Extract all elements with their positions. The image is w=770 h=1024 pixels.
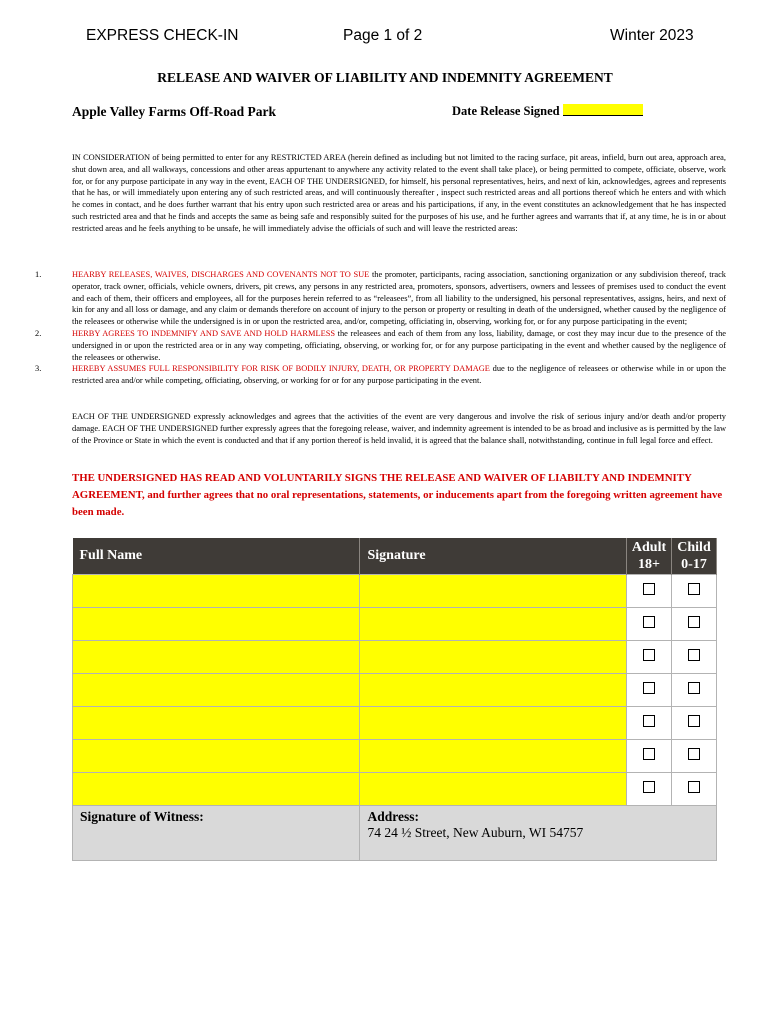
child-checkbox[interactable] [688,616,700,628]
adult-checkbox[interactable] [643,649,655,661]
child-checkbox[interactable] [688,583,700,595]
adult-age-range: 18+ [638,557,660,572]
full-name-field[interactable] [73,641,360,674]
adult-checkbox[interactable] [643,748,655,760]
header-season: Winter 2023 [610,27,694,44]
park-name: Apple Valley Farms Off-Road Park [72,104,276,119]
adult-checkbox-cell [627,674,672,707]
child-label: Child [677,540,711,555]
adult-checkbox[interactable] [643,715,655,727]
header-left: EXPRESS CHECK-IN [86,27,239,44]
term-heading: HEREBY ASSUMES FULL RESPONSIBILITY FOR RISK OF BODILY INJURY, DEATH, OR PROPERTY DAMAGE [72,364,490,374]
term-text: the releasees and each of them from any loss, liability, damage, or cost they may incur due to the presence of the undersigned in or upon the restricted area or in any way competing, officiating, observing, or working for, or for any purpose participating in the event and whether caused by the negligence of the releasees or otherwise. [72,328,726,362]
child-checkbox-cell [672,674,717,707]
acknowledgement-paragraph: EACH OF THE UNDERSIGNED expressly acknowledges and agrees that the activities of the event are very dangerous and involve the risk of serious injury and/or death and/or property damage. EACH OF THE UNDERSIGNED further expressly agrees that the foregoing release, waiver, and indemnity agreement is intended to be as broad and inclusive as is permitted by the law of the Province or State in which the event is conducted and that if any portion thereof is held invalid, it is agreed that the balance shall, notwithstanding, continue in full legal force and effect. [72,412,726,445]
release-term-1 [35,269,726,328]
child-checkbox-cell [672,707,717,740]
signature-field[interactable] [360,575,627,608]
full-name-field[interactable] [73,674,360,707]
release-terms-list [35,269,726,387]
full-name-field[interactable] [73,740,360,773]
table-row [73,575,717,608]
date-release-field[interactable] [563,104,643,116]
adult-checkbox[interactable] [643,583,655,595]
signature-field[interactable] [360,773,627,806]
full-name-column-header: Full Name [73,538,360,575]
child-age-range: 0-17 [681,557,707,572]
table-row [73,707,717,740]
adult-checkbox-cell [627,575,672,608]
child-checkbox[interactable] [688,715,700,727]
adult-checkbox-cell [627,641,672,674]
full-name-field[interactable] [73,773,360,806]
child-checkbox-cell [672,641,717,674]
child-checkbox[interactable] [688,748,700,760]
address-cell [360,806,717,861]
adult-checkbox[interactable] [643,781,655,793]
child-checkbox[interactable] [688,682,700,694]
adult-column-header [627,538,672,575]
full-name-field[interactable] [73,575,360,608]
adult-checkbox-cell [627,773,672,806]
release-term-2 [35,328,726,363]
child-checkbox-cell [672,608,717,641]
term-heading: HERBY AGREES TO INDEMNIFY AND SAVE AND HOLD HARMLESS [72,328,336,338]
adult-checkbox-cell [627,740,672,773]
adult-checkbox-cell [627,608,672,641]
voluntary-sign-statement: THE UNDERSIGNED HAS READ AND VOLUNTARILY SIGNS THE RELEASE AND WAIVER OF LIABILTY AND INDEMNITY AGREEMENT, and further agrees that no oral representations, statements, or inducements apart from the foregoing written agreement have been made. [72,472,723,518]
table-row [73,641,717,674]
table-row [73,674,717,707]
signature-table-header [73,538,717,575]
adult-label: Adult [631,540,667,555]
child-column-header [672,538,717,575]
adult-checkbox[interactable] [643,682,655,694]
address-value: 74 24 ½ Street, New Auburn, WI 54757 [367,825,584,840]
signature-table [72,538,717,861]
intro-paragraph: IN CONSIDERATION of being permitted to enter for any RESTRICTED AREA (herein defined as including but not limited to the racing surface, pit areas, infield, burn out area, approach area, shut down area, and all walkways, concessions and other areas appurtenant to anywhere any activity related to the event shall take place), or being permitted to compete, officiate, observe, work for, or for any purpose participate in any way in the event, EACH OF THE UNDERSIGNED, for himself, his personal representatives, heirs, and next of kin, acknowledges, agrees and represents that he has, or will immediately upon entering any of such restricted areas, and will continuously thereafter , inspect such restricted areas and all portions thereof which he enters and with which he comes in contact, and he does further warrant that his entry upon such restricted area or areas and his participations, if any, in the event constitutes an acknowledgement that he has inspected such restricted area and that he finds and accepts the same as being safe and responsibly suited for the purposes of his use, and he further agrees and warrants that if, at any time, he is in or about restricted areas and he feels anything to be unsafe, he will immediately advise the officials of such and will leave the restricted areas: [72,153,726,233]
witness-row [73,806,717,861]
table-row [73,740,717,773]
signature-field[interactable] [360,707,627,740]
child-checkbox-cell [672,740,717,773]
full-name-field[interactable] [73,608,360,641]
child-checkbox[interactable] [688,649,700,661]
full-name-field[interactable] [73,707,360,740]
date-release-label: Date Release Signed [452,104,560,118]
term-number: 1. [35,270,42,279]
header-page-number: Page 1 of 2 [343,27,423,44]
term-text: due to the negligence of releasees or otherwise while in or upon the restricted area and/or while competing, officiating, observing, or working for or for any purpose participating in the event. [72,364,726,386]
term-heading: HEARBY RELEASES, WAIVES, DISCHARGES AND COVENANTS NOT TO SUE [72,270,370,279]
witness-signature-cell[interactable] [73,806,360,861]
term-number: 3. [35,364,42,374]
signature-field[interactable] [360,740,627,773]
signature-field[interactable] [360,641,627,674]
release-term-3 [35,363,726,387]
address-label: Address: [367,809,419,824]
signature-column-header: Signature [360,538,627,575]
child-checkbox[interactable] [688,781,700,793]
table-row [73,608,717,641]
term-number: 2. [35,328,42,338]
signature-field[interactable] [360,674,627,707]
signature-field[interactable] [360,608,627,641]
table-row [73,773,717,806]
document-title: RELEASE AND WAIVER OF LIABILITY AND INDEMNITY AGREEMENT [157,70,613,85]
witness-label: Signature of Witness: [80,809,204,824]
term-text: the promoter, participants, racing association, sanctioning organization or any subdivision thereof, track operator, track owner, officials, vehicle owners, drivers, pit crews, any persons in any restricted area, promoters, sponsors, advertisers, owners and lessees of premises used to conduct the event and each of them, their officers and employees, all for the purposes herein referred to as “releasees”, from all liability to the undersigned, his personal representatives, assigns, heirs, and next of kin for any and all loss or damage, and any claim or demands therefore on account of injury to the person or property or resulting in death of the undersigned, whether caused by the negligence of the releasees or otherwise while the undersigned is in or upon the restricted area, and/or, competing, officiating in, observing, working for, or for any purpose participating in the event; [72,270,726,327]
date-release-signed [452,104,643,119]
adult-checkbox-cell [627,707,672,740]
child-checkbox-cell [672,773,717,806]
adult-checkbox[interactable] [643,616,655,628]
child-checkbox-cell [672,575,717,608]
